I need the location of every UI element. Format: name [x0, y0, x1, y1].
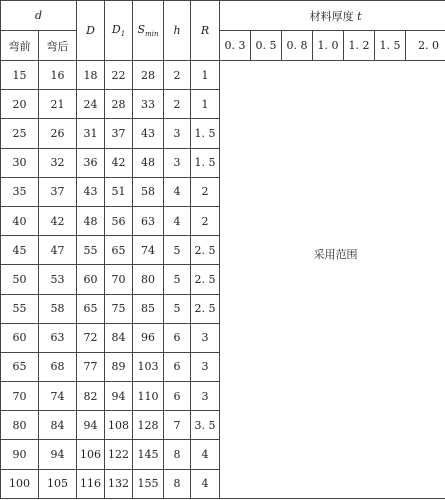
table-cell: 77 — [77, 352, 105, 381]
header-S-min — [133, 1, 164, 61]
table-cell: 68 — [39, 352, 77, 381]
table-cell: 47 — [39, 236, 77, 265]
table-cell: 70 — [1, 382, 39, 411]
table-cell: 145 — [133, 440, 164, 469]
table-cell: 43 — [77, 177, 105, 206]
table-cell: 45 — [1, 236, 39, 265]
table-cell: 128 — [133, 411, 164, 440]
table-cell: 3 — [191, 323, 220, 352]
table-cell: 122 — [105, 440, 133, 469]
header-thickness — [220, 1, 445, 31]
header-d: d — [1, 1, 77, 31]
thickness-5: 1. 5 — [375, 31, 406, 61]
table-cell: 25 — [1, 119, 39, 148]
table-cell: 84 — [39, 411, 77, 440]
table-cell: 75 — [105, 294, 133, 323]
table-cell: 155 — [133, 469, 164, 498]
table-cell: 3 — [191, 352, 220, 381]
table-cell: 80 — [1, 411, 39, 440]
header-R: R — [191, 1, 220, 61]
table-body — [1, 61, 445, 499]
table-cell: 2 — [164, 61, 191, 90]
table-cell: 30 — [1, 148, 39, 177]
table-cell: 4 — [191, 469, 220, 498]
header-D1-sub: 1 — [120, 30, 126, 39]
table-cell: 63 — [133, 206, 164, 235]
table-cell: 6 — [164, 352, 191, 381]
table-cell: 60 — [1, 323, 39, 352]
table-cell: 70 — [105, 265, 133, 294]
table-cell: 4 — [191, 440, 220, 469]
table-cell: 32 — [39, 148, 77, 177]
thickness-4: 1. 2 — [344, 31, 375, 61]
table-cell: 22 — [105, 61, 133, 90]
table-cell: 3. 5 — [191, 411, 220, 440]
table-cell: 28 — [133, 61, 164, 90]
table-cell: 132 — [105, 469, 133, 498]
table-cell: 48 — [133, 148, 164, 177]
table-cell: 110 — [133, 382, 164, 411]
table-cell: 89 — [105, 352, 133, 381]
table-cell: 18 — [77, 61, 105, 90]
thickness-2: 0. 8 — [282, 31, 313, 61]
table-cell: 5 — [164, 265, 191, 294]
table-cell: 48 — [77, 206, 105, 235]
table-cell: 65 — [1, 352, 39, 381]
table-cell: 2 — [191, 206, 220, 235]
table-cell: 35 — [1, 177, 39, 206]
table-cell: 37 — [105, 119, 133, 148]
thickness-0: 0. 3 — [220, 31, 251, 61]
table-cell: 105 — [39, 469, 77, 498]
table-cell: 3 — [164, 119, 191, 148]
table-cell: 36 — [77, 148, 105, 177]
table-cell: 56 — [105, 206, 133, 235]
table-cell: 1. 5 — [191, 119, 220, 148]
table-cell: 103 — [133, 352, 164, 381]
table-cell: 90 — [1, 440, 39, 469]
header-D1-main: D — [111, 22, 121, 36]
table-cell: 6 — [164, 323, 191, 352]
table-cell: 80 — [133, 265, 164, 294]
table-cell: 6 — [164, 382, 191, 411]
table-cell: 21 — [39, 90, 77, 119]
table-cell: 96 — [133, 323, 164, 352]
table-cell: 28 — [105, 90, 133, 119]
table-cell: 1 — [191, 90, 220, 119]
table-cell: 4 — [164, 177, 191, 206]
table-cell: 72 — [77, 323, 105, 352]
table-row — [1, 61, 445, 90]
table-cell: 51 — [105, 177, 133, 206]
table-cell: 1. 5 — [191, 148, 220, 177]
header-h: h — [164, 1, 191, 61]
table-cell: 37 — [39, 177, 77, 206]
table-cell: 15 — [1, 61, 39, 90]
table-cell: 3 — [191, 382, 220, 411]
table-cell: 58 — [133, 177, 164, 206]
table-cell: 40 — [1, 206, 39, 235]
table-cell: 2 — [164, 90, 191, 119]
table-cell: 42 — [39, 206, 77, 235]
table-cell: 55 — [77, 236, 105, 265]
table-cell: 2. 5 — [191, 294, 220, 323]
header-thickness-var: t — [357, 9, 362, 23]
table-cell: 50 — [1, 265, 39, 294]
table-cell: 100 — [1, 469, 39, 498]
table-cell: 5 — [164, 236, 191, 265]
table-cell: 94 — [39, 440, 77, 469]
table-cell: 8 — [164, 469, 191, 498]
table-cell: 31 — [77, 119, 105, 148]
table-cell: 65 — [77, 294, 105, 323]
range-label: 采用范围 — [313, 248, 358, 261]
table-cell: 33 — [133, 90, 164, 119]
header-after: 弯后 — [39, 31, 77, 61]
table-cell: 58 — [39, 294, 77, 323]
header-D: D — [77, 1, 105, 61]
table-cell: 55 — [1, 294, 39, 323]
table-cell: 42 — [105, 148, 133, 177]
table-cell: 74 — [39, 382, 77, 411]
table-cell: 53 — [39, 265, 77, 294]
thickness-6: 2. 0 — [406, 31, 445, 61]
table-cell: 63 — [39, 323, 77, 352]
header-before: 弯前 — [1, 31, 39, 61]
table-cell: 24 — [77, 90, 105, 119]
table-cell: 4 — [164, 206, 191, 235]
header-S-main: S — [137, 22, 146, 36]
table-cell: 2 — [191, 177, 220, 206]
table-cell: 2. 5 — [191, 265, 220, 294]
table-cell: 7 — [164, 411, 191, 440]
table-cell: 2. 5 — [191, 236, 220, 265]
table-cell: 20 — [1, 90, 39, 119]
header-D1 — [105, 1, 133, 61]
table-cell: 84 — [105, 323, 133, 352]
thickness-1: 0. 5 — [251, 31, 282, 61]
table-cell: 94 — [77, 411, 105, 440]
header-thickness-title: 材料厚度 — [309, 9, 354, 23]
table-cell: 60 — [77, 265, 105, 294]
table-cell: 26 — [39, 119, 77, 148]
range-region — [220, 61, 445, 499]
table-cell: 1 — [191, 61, 220, 90]
table-cell: 5 — [164, 294, 191, 323]
table-cell: 85 — [133, 294, 164, 323]
table-cell: 65 — [105, 236, 133, 265]
table-cell: 82 — [77, 382, 105, 411]
table-cell: 94 — [105, 382, 133, 411]
table-cell: 8 — [164, 440, 191, 469]
table-cell: 74 — [133, 236, 164, 265]
table-cell: 16 — [39, 61, 77, 90]
header-S-sub: min — [145, 30, 159, 39]
table-cell: 108 — [105, 411, 133, 440]
thickness-3: 1. 0 — [313, 31, 344, 61]
table-cell: 116 — [77, 469, 105, 498]
table-cell: 3 — [164, 148, 191, 177]
table-cell: 43 — [133, 119, 164, 148]
table-cell: 106 — [77, 440, 105, 469]
